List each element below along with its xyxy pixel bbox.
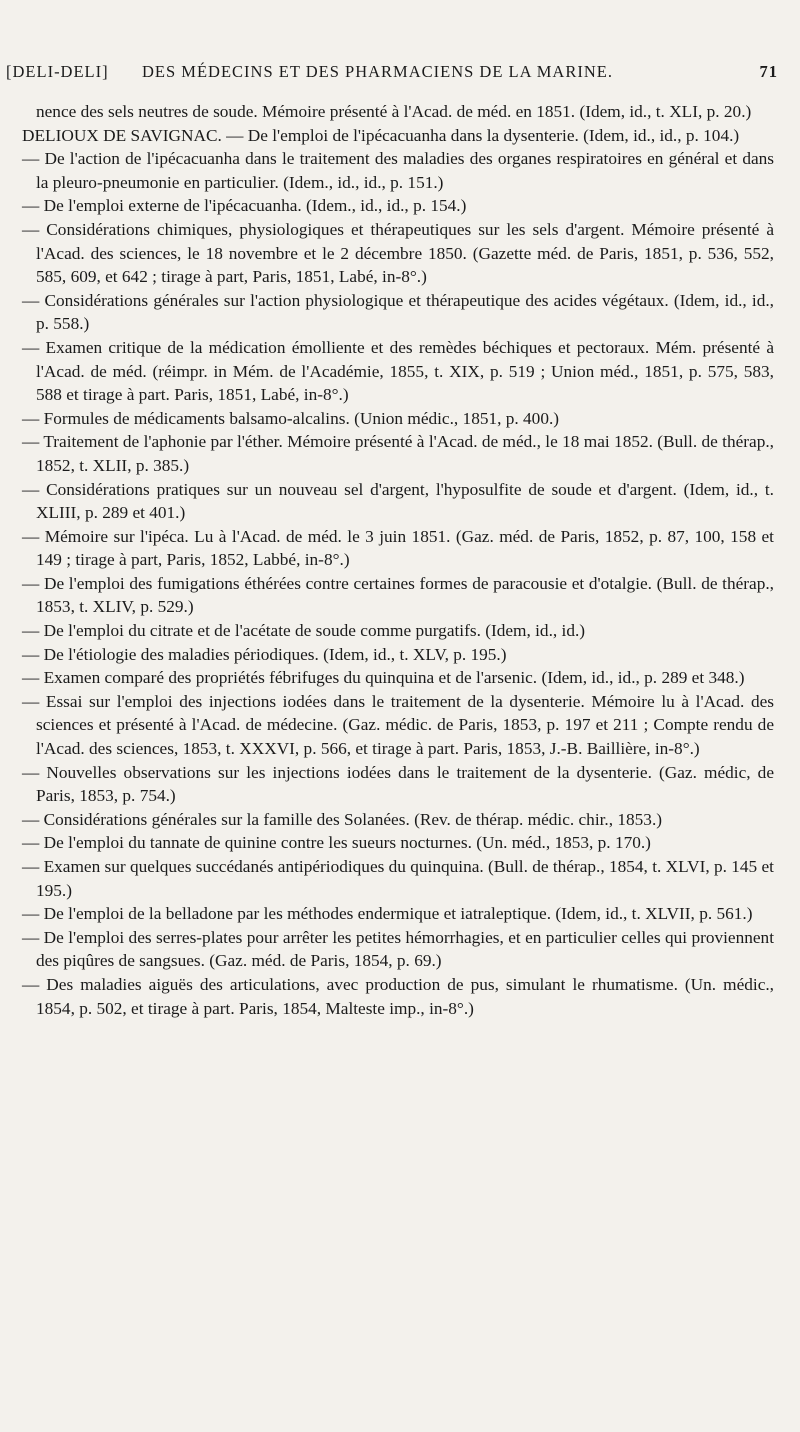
bibliography-entry: nence des sels neutres de soude. Mémoire présenté à l'Acad. de méd. en 1851. (Idem, id., t. XLI, p. 20.) [36,102,752,121]
running-header [0,62,800,86]
bibliography-entry: — De l'emploi de la belladone par les méthodes endermique et iatraleptique. (Idem, id., t. XLVII, p. 561.) [22,904,753,924]
bibliography-entry: — Mémoire sur l'ipéca. Lu à l'Acad. de méd. le 3 juin 1851. (Gaz. méd. de Paris, 1852, p. 87, 100, 158 et 149 ; tirage à part, Paris, 1852, Labbé, in-8°.) [22,526,774,570]
bibliography-entry: — Considérations chimiques, physiologiques et thérapeutiques sur les sels d'argent. Mémoire présenté à l'Acad. des sciences, le 18 novembre et le 2 décembre 1850. (Gazette méd. de Paris, 1851, p. 536, 552, 585, 609, et 642 ; tirage à part, Paris, 1851, Labé, in-8°.) [22,219,774,287]
bibliography-entry: — Nouvelles observations sur les injections iodées dans le traitement de la dysenterie. (Gaz. médic, de Paris, 1853, p. 754.) [22,762,774,806]
header-range: [DELI-DELI] [6,62,109,81]
bibliography-entry: — Formules de médicaments balsamo-alcalins. (Union médic., 1851, p. 400.) [22,408,560,428]
bibliography-entry: — Essai sur l'emploi des injections iodées dans le traitement de la dysenterie. Mémoire lu à l'Acad. des sciences et présenté à l'Acad. de médecine. (Gaz. médic. de Paris, 1853, p. 197 et 211 ; Compte rendu de l'Acad. des sciences, 1853, t. XXXVI, p. 566, et tirage à part. Paris, 1853, J.-B. Baillière, in-8°.) [22,691,774,759]
bibliography-entry: — Des maladies aiguës des articulations, avec production de pus, simulant le rhumatisme. (Un. médic., 1854, p. 502, et tirage à part. Paris, 1854, Malteste imp., in-8°.) [22,974,774,1018]
bibliography-entry: — De l'emploi du citrate et de l'acétate de soude comme purgatifs. (Idem, id., id.) [22,621,586,641]
bibliography-entry: — Traitement de l'aphonie par l'éther. Mémoire présenté à l'Acad. de méd., le 18 mai 1852. (Bull. de thérap., 1852, t. XLII, p. 385.) [22,432,774,475]
bibliography-entry: — De l'action de l'ipécacuanha dans le traitement des maladies des organes respiratoires en général et dans la pleuro-pneumonie en particulier. (Idem., id., id., p. 151.) [22,149,774,192]
page-number: 71 [759,62,778,81]
bibliography-entry: — De l'emploi des serres-plates pour arrêter les petites hémorrhagies, et en particulier celles qui proviennent des piqûres de sangsues. (Gaz. méd. de Paris, 1854, p. 69.) [22,927,774,971]
bibliography-entry: DELIOUX DE SAVIGNAC. — De l'emploi de l'ipécacuanha dans la dysenterie. (Idem, id., id., p. 104.) [22,125,740,145]
bibliography-entry: — Considérations générales sur l'action physiologique et thérapeutique des acides végétaux. (Idem, id., id., p. 558.) [22,290,774,334]
bibliography-entry: — De l'emploi du tannate de quinine contre les sueurs nocturnes. (Un. méd., 1853, p. 170.) [22,833,651,853]
header-title: DES MÉDECINS ET DES PHARMACIENS DE LA MARINE. [142,62,613,81]
bibliography-entry: — Examen critique de la médication émolliente et des remèdes béchiques et pectoraux. Mém. présenté à l'Acad. de méd. (réimpr. in Mém. de l'Académie, 1855, t. XIX, p. 519 ; Union méd., 1851, p. 575, 583, 588 et tirage à part. Paris, 1851, Labé, in-8°.) [22,337,774,405]
bibliography-entry: — De l'emploi des fumigations éthérées contre certaines formes de paracousie et d'otalgie. (Bull. de thérap., 1853, t. XLIV, p. 529.) [22,573,774,617]
bibliography-entry: — Considérations pratiques sur un nouveau sel d'argent, l'hyposulfite de soude et d'argent. (Idem, id., t. XLIII, p. 289 et 401.) [22,479,774,523]
bibliography-entry: — Considérations générales sur la famille des Solanées. (Rev. de thérap. médic. chir., 1853.) [22,809,663,829]
bibliography-entry: — Examen comparé des propriétés fébrifuges du quinquina et de l'arsenic. (Idem, id., id., p. 289 et 348.) [22,668,745,688]
bibliography-entry: — De l'étiologie des maladies périodiques. (Idem, id., t. XLV, p. 195.) [22,644,507,664]
bibliography-entry: — De l'emploi externe de l'ipécacuanha. (Idem., id., id., p. 154.) [22,196,467,216]
bibliography-entry: — Examen sur quelques succédanés antipériodiques du quinquina. (Bull. de thérap., 1854, t. XLVI, p. 145 et 195.) [22,857,774,900]
bibliography-text [22,100,774,1020]
